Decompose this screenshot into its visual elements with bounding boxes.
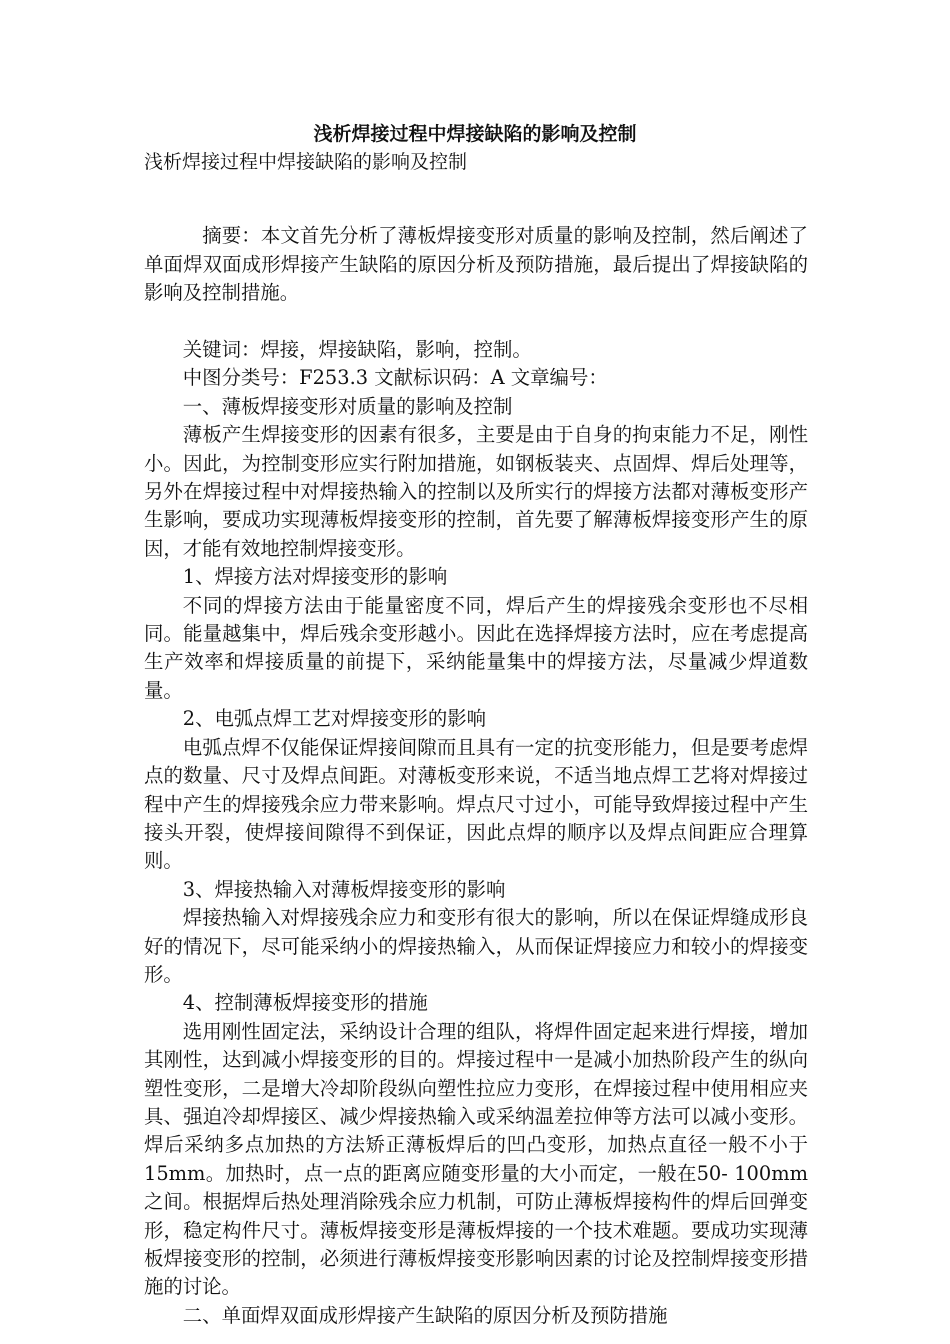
body-paragraph: 焊接热输入对焊接残余应力和变形有很大的影响，所以在保证焊缝成形良好的情况下，尽可能采纳小的焊接热输入，从而保证焊接应力和较小的焊接变形。 xyxy=(144,906,808,986)
subsection-heading: 4、控制薄板焊接变形的措施 xyxy=(182,991,428,1015)
subsection-heading: 1、焊接方法对焊接变形的影响 xyxy=(182,565,448,589)
keywords-line: 关键词：焊接，焊接缺陷，影响，控制。 xyxy=(182,338,532,361)
document-body xyxy=(144,194,808,1330)
body-paragraph: 选用刚性固定法，采纳设计合理的组队，将焊件固定起来进行焊接，增加其刚性，达到减小焊接变形的目的。焊接过程中一是减小加热阶段产生的纵向塑性变形，二是增大冷却阶段纵向塑性拉应力变形，在焊接过程中使用相应夹具、强迫冷却焊接区、减少焊接热输入或采纳温差拉伸等方法可以减小变形。焊后采纳多点加热的方法矫正薄板焊后的凹凸变形，加热点直径一般不小于15mm。加热时，点一点的距离应随变形量的大小而定，一般在50- 100mm之间。根据焊后热处理消除残余应力机制，可防止薄板焊接构件的焊后回弹变形，稳定构件尺寸。薄板焊接变形是薄板焊接的一个技术难题。要成功实现薄板焊接变形的控制，必须进行薄板焊接变形影响因素的讨论及控制焊接变形措施的讨论。 xyxy=(144,1019,808,1299)
blank-line xyxy=(144,194,808,222)
body-paragraph: 不同的焊接方法由于能量密度不同，焊后产生的焊接残余变形也不尽相同。能量越集中，焊后残余变形越小。因此在选择焊接方法时，应在考虑提高生产效率和焊接质量的前提下，采纳能量集中的焊接方法，尽量减少焊道数量。 xyxy=(144,593,808,702)
document-title: 浅析焊接过程中焊接缺陷的影响及控制 xyxy=(313,123,637,145)
body-paragraph: 薄板产生焊接变形的因素有很多，主要是由于自身的拘束能力不足，刚性小。因此，为控制变形应实行附加措施，如钢板装夹、点固焊、焊后处理等，另外在焊接过程中对焊接热输入的控制以及所实行的焊接方法都对薄板变形产生影响，要成功实现薄板焊接变形的控制，首先要了解薄板焊接变形产生的原因，才能有效地控制焊接变形。 xyxy=(144,423,808,560)
abstract-paragraph: 摘要：本文首先分析了薄板焊接变形对质量的影响及控制，然后阐述了单面焊双面成形焊接产生缺陷的原因分析及预防措施，最后提出了焊接缺陷的影响及控制措施。 xyxy=(144,224,808,305)
blank-line xyxy=(144,308,808,336)
classification-line: 中图分类号：F253.3 文献标识码：A 文章编号： xyxy=(182,366,608,390)
section-heading: 一、薄板焊接变形对质量的影响及控制 xyxy=(182,394,513,418)
section-heading: 二、单面焊双面成形焊接产生缺陷的原因分析及预防措施 xyxy=(182,1303,668,1327)
subsection-heading: 3、焊接热输入对薄板焊接变形的影响 xyxy=(182,877,506,901)
subsection-heading: 2、电弧点焊工艺对焊接变形的影响 xyxy=(182,707,486,731)
body-paragraph: 电弧点焊不仅能保证焊接间隙而且具有一定的抗变形能力，但是要考虑焊点的数量、尺寸及焊点间距。对薄板变形来说，不适当地点焊工艺将对焊接过程中产生的焊接残余应力带来影响。焊点尺寸过小，可能导致焊接过程中产生接头开裂，使焊接间隙得不到保证，因此点焊的顺序以及焊点间距应合理算则。 xyxy=(144,735,808,873)
document-subtitle: 浅析焊接过程中焊接缺陷的影响及控制 xyxy=(144,151,468,173)
